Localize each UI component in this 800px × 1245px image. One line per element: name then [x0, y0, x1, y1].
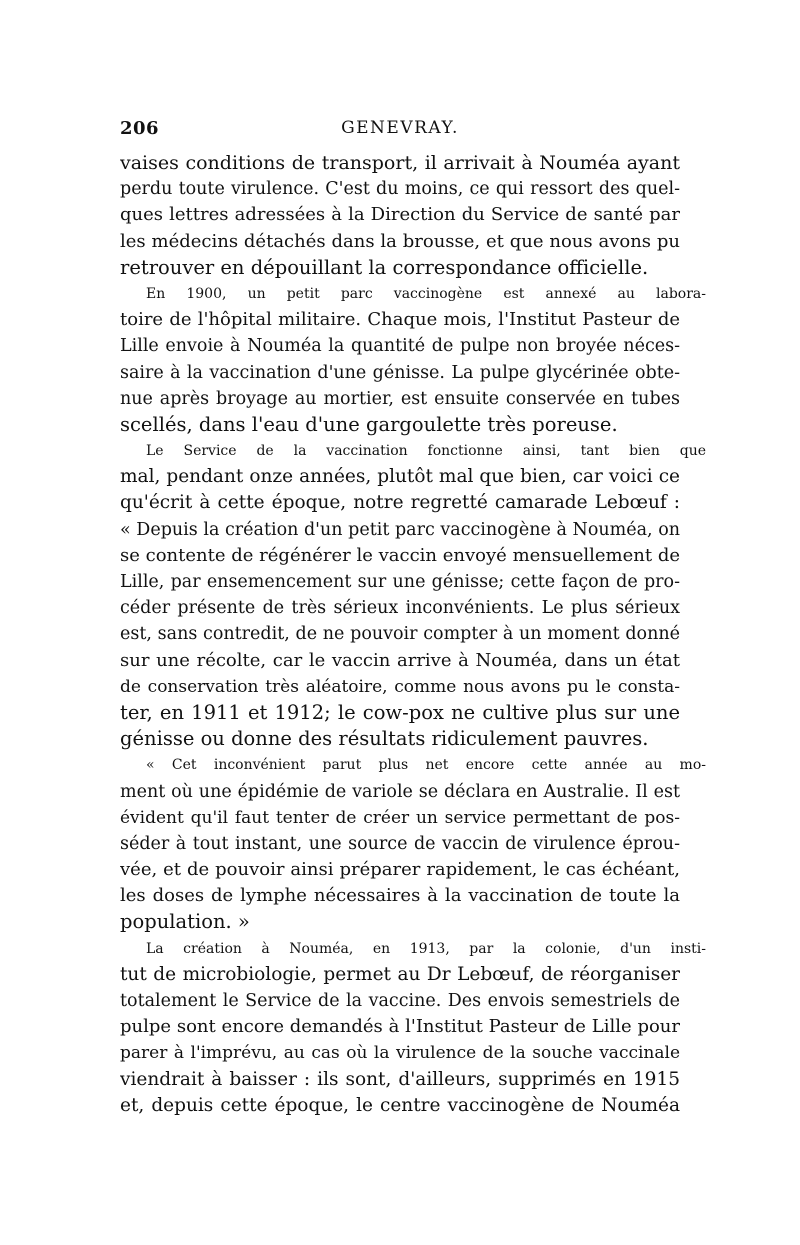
page-number: 206 — [120, 118, 160, 139]
text-line: mal, pendant onze années, plutôt mal que bien, car voici ce — [120, 466, 680, 488]
text-line: se contente de régénérer le vaccin envoyé mensuellement de — [120, 544, 680, 566]
text-line: saire à la vaccination d'une génisse. La pulpe glycérinée obte- — [120, 362, 680, 383]
text-line: totalement le Service de la vaccine. Des envois semestriels de — [120, 991, 680, 1011]
text-line: ment où une épidémie de variole se déclara en Australie. Il est — [120, 781, 680, 802]
body-text — [120, 150, 706, 1119]
page-header — [120, 118, 680, 148]
text-line: tut de microbiologie, permet au Dr Lebœuf, de réorganiser — [120, 963, 680, 985]
text-line: scellés, dans l'eau d'une gargoulette très poreuse. — [120, 412, 618, 436]
text-line: est, sans contredit, de ne pouvoir compter à un moment donné — [120, 624, 680, 645]
text-line: Le Service de la vaccination fonctionne ainsi, tant bien que — [146, 443, 706, 460]
text-line: de conservation très aléatoire, comme nous avons pu le consta- — [120, 676, 680, 697]
text-line: évident qu'il faut tenter de créer un service permettant de pos- — [120, 807, 680, 828]
text-line: sur une récolte, car le vaccin arrive à Nouméa, dans un état — [120, 649, 680, 671]
text-line: ter, en 1911 et 1912; le cow-pox ne cultive plus sur une — [120, 700, 680, 724]
text-line: population. » — [120, 910, 250, 934]
text-line: nue après broyage au mortier, est ensuite conservée en tubes — [120, 388, 680, 409]
text-line: retrouver en dépouillant la correspondance officielle. — [120, 255, 649, 279]
text-line: génisse ou donne des résultats ridiculement pauvres. — [120, 727, 649, 751]
text-line: vaises conditions de transport, il arrivait à Nouméa ayant — [120, 152, 680, 174]
text-line: pulpe sont encore demandés à l'Institut Pasteur de Lille pour — [120, 1016, 680, 1038]
text-line: « Cet inconvénient parut plus net encore cette année au mo- — [146, 757, 706, 774]
running-head: GENEVRAY. — [341, 118, 459, 138]
text-line: les médecins détachés dans la brousse, et que nous avons pu — [120, 230, 680, 252]
text-line: séder à tout instant, une source de vaccin de virulence éprou- — [120, 833, 680, 854]
text-line: ques lettres adressées à la Direction du Service de santé par — [120, 204, 680, 226]
text-line: vée, et de pouvoir ainsi préparer rapidement, le cas échéant, — [120, 859, 680, 881]
text-line: toire de l'hôpital militaire. Chaque mois, l'Institut Pasteur de — [120, 309, 680, 331]
text-line: parer à l'imprévu, au cas où la virulence de la souche vaccinale — [120, 1043, 680, 1064]
text-line: céder présente de très sérieux inconvénients. Le plus sérieux — [120, 598, 680, 619]
text-line: La création à Nouméa, en 1913, par la colonie, d'un insti- — [146, 940, 706, 957]
text-line: les doses de lymphe nécessaires à la vaccination de toute la — [120, 885, 680, 907]
text-line: Lille, par ensemencement sur une génisse; cette façon de pro- — [120, 572, 680, 592]
text-line: Lille envoie à Nouméa la quantité de pulpe non broyée néces- — [120, 336, 680, 357]
text-line: et, depuis cette époque, le centre vaccinogène de Nouméa — [120, 1094, 680, 1116]
text-line: En 1900, un petit parc vaccinogène est annexé au labora- — [146, 285, 706, 302]
text-line: viendrait à baisser : ils sont, d'ailleurs, supprimés en 1915 — [120, 1068, 680, 1090]
text-line: qu'écrit à cette époque, notre regretté camarade Lebœuf : — [120, 492, 680, 514]
text-line: perdu toute virulence. C'est du moins, ce qui ressort des quel- — [120, 179, 680, 200]
text-line: « Depuis la création d'un petit parc vaccinogène à Nouméa, on — [120, 519, 680, 540]
